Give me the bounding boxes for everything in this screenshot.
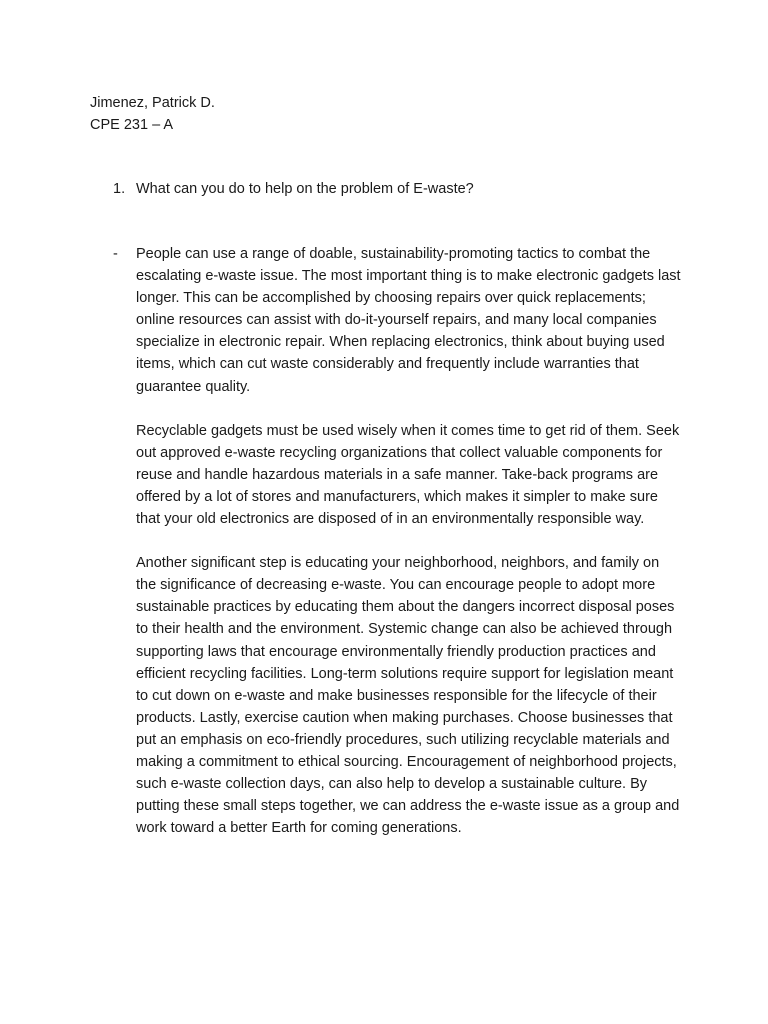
course-code: CPE 231 – A xyxy=(90,117,174,133)
answer-paragraph: Recyclable gadgets must be used wisely when it comes time to get rid of them. Seek out approved e-waste recycling organizations that collect valuable components for reuse and handle hazardous materials in a safe manner. Take-back programs are offered by a lot of stores and manufacturers, which makes it simpler to make sure that your old electronics are disposed of in an environmentally responsible way. xyxy=(136,422,680,528)
question-item xyxy=(113,178,474,200)
answer-paragraph: People can use a range of doable, sustainability-promoting tactics to combat the escalating e-waste issue. The most important thing is to make electronic gadgets last longer. This can be accomplished by choosing repairs over quick replacements; online resources can assist with do-it-yourself repairs, and many local companies specialize in electronic repair. When replacing electronics, think about buying used items, which can cut waste considerably and frequently include warranties that guarantee quality. xyxy=(136,246,681,395)
document-header xyxy=(90,92,215,136)
answer-block xyxy=(113,243,681,839)
answer-paragraph: Another significant step is educating your neighborhood, neighbors, and family on the significance of decreasing e-waste. You can encourage people to adopt more sustainable practices by educating them about the dangers incorrect disposal poses to their health and the environment. Systemic change can also be achieved through supporting laws that encourage environmentally friendly production practices and efficient recycling facilities. Long-term solutions require support for legislation meant to cut down on e-waste and make businesses responsible for the lifecycle of their products. Lastly, exercise caution when making purchases. Choose businesses that put an emphasis on eco-friendly procedures, such utilizing recyclable materials and making a commitment to ethical sourcing. Encouragement of neighborhood projects, such e-waste collection days, can also help to develop a sustainable culture. By putting these small steps together, we can address the e-waste issue as a group and work toward a better Earth for coming generations. xyxy=(136,555,680,837)
author-name: Jimenez, Patrick D. xyxy=(90,95,215,111)
answer-bullet: - xyxy=(113,246,118,262)
answer-body xyxy=(136,243,681,839)
question-number: 1. xyxy=(113,181,126,197)
question-text: What can you do to help on the problem of E-waste? xyxy=(136,181,474,197)
